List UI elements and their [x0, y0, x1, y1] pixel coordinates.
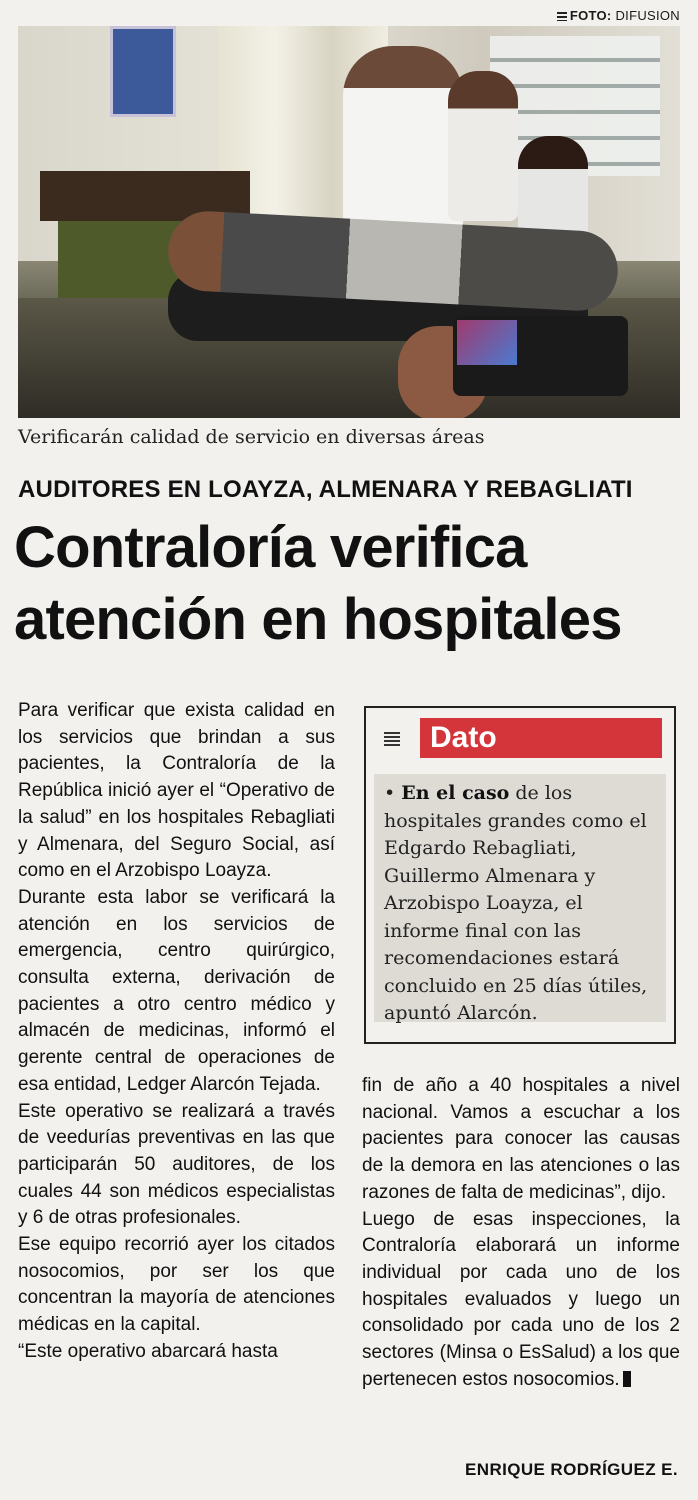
dato-box — [364, 706, 676, 1044]
paragraph: Este operativo se realizará a través de veedurías preventivas en las que participarán 50 auditores, de los cuales 44 son médicos especialistas y 6 de otras profesionales. — [18, 1100, 335, 1229]
dato-lead: En el caso — [401, 782, 510, 804]
paragraph: Ese equipo recorrió ayer los citados nosocomios, por ser los que concentran la mayoría de atenciones médicas en la capital. — [18, 1234, 335, 1336]
dato-header — [378, 718, 662, 760]
hospital-photo — [18, 26, 680, 418]
headline — [14, 512, 684, 656]
author-byline: ENRIQUE RODRÍGUEZ E. — [465, 1460, 678, 1479]
menu-lines-icon — [384, 732, 400, 746]
article-column-left — [18, 698, 335, 1366]
headline-line-1: Contraloría verifica — [14, 515, 527, 580]
photo-credit-label: FOTO: — [569, 8, 612, 23]
menu-lines-icon — [557, 12, 567, 21]
paragraph — [362, 1207, 680, 1394]
paragraph: Para verificar que exista calidad en los servicios que brindan a sus pacientes, la Contraloría de la República inició ayer el “Operativo de la salud” en los hospitales Rebagliati y Almenara, del Seguro Social, así como en el Arzobispo Loayza. — [18, 700, 335, 882]
photo-credit — [557, 8, 680, 23]
headline-line-2: atención en hospitales — [14, 587, 622, 652]
dato-label: Dato — [420, 718, 662, 758]
dato-text — [374, 774, 666, 1022]
photo-caption: Verificarán calidad de servicio en diversas áreas — [18, 426, 485, 448]
kicker: AUDITORES EN LOAYZA, ALMENARA Y REBAGLIATI — [18, 476, 633, 503]
paragraph: fin de año a 40 hospitales a nivel nacional. Vamos a escuchar a los pacientes para conocer las causas de la demora en las atenciones o las razones de falta de medicinas”, dijo. — [362, 1075, 680, 1203]
dato-body-text: de los hospitales grandes como el Edgardo Rebagliati, Guillermo Almenara y Arzobispo Loayza, el informe final con las recomendaciones estará concluido en 25 días útiles, apuntó Alarcón. — [384, 782, 648, 1024]
paragraph: Durante esta labor se verificará la atención en los servicios de emergencia, centro quirúrgico, consulta externa, derivación de pacientes a otro centro médico y almacén de medicinas, informó el gerente central de operaciones de esa entidad, Ledger Alarcón Tejada. — [18, 886, 335, 1095]
paragraph: “Este operativo abarcará hasta — [18, 1340, 278, 1362]
bullet: • — [384, 782, 396, 804]
article-column-right — [362, 1073, 680, 1393]
photo-credit-source: DIFUSION — [615, 8, 680, 23]
paragraph-text: Luego de esas inspecciones, la Contraloría elaborará un informe individual por cada uno de los hospitales evaluados y luego un consolidado por cada uno de los 2 sectores (Minsa o EsSalud) a los que pertenecen estos nosocomios. — [362, 1208, 680, 1390]
end-mark-icon — [623, 1371, 631, 1387]
